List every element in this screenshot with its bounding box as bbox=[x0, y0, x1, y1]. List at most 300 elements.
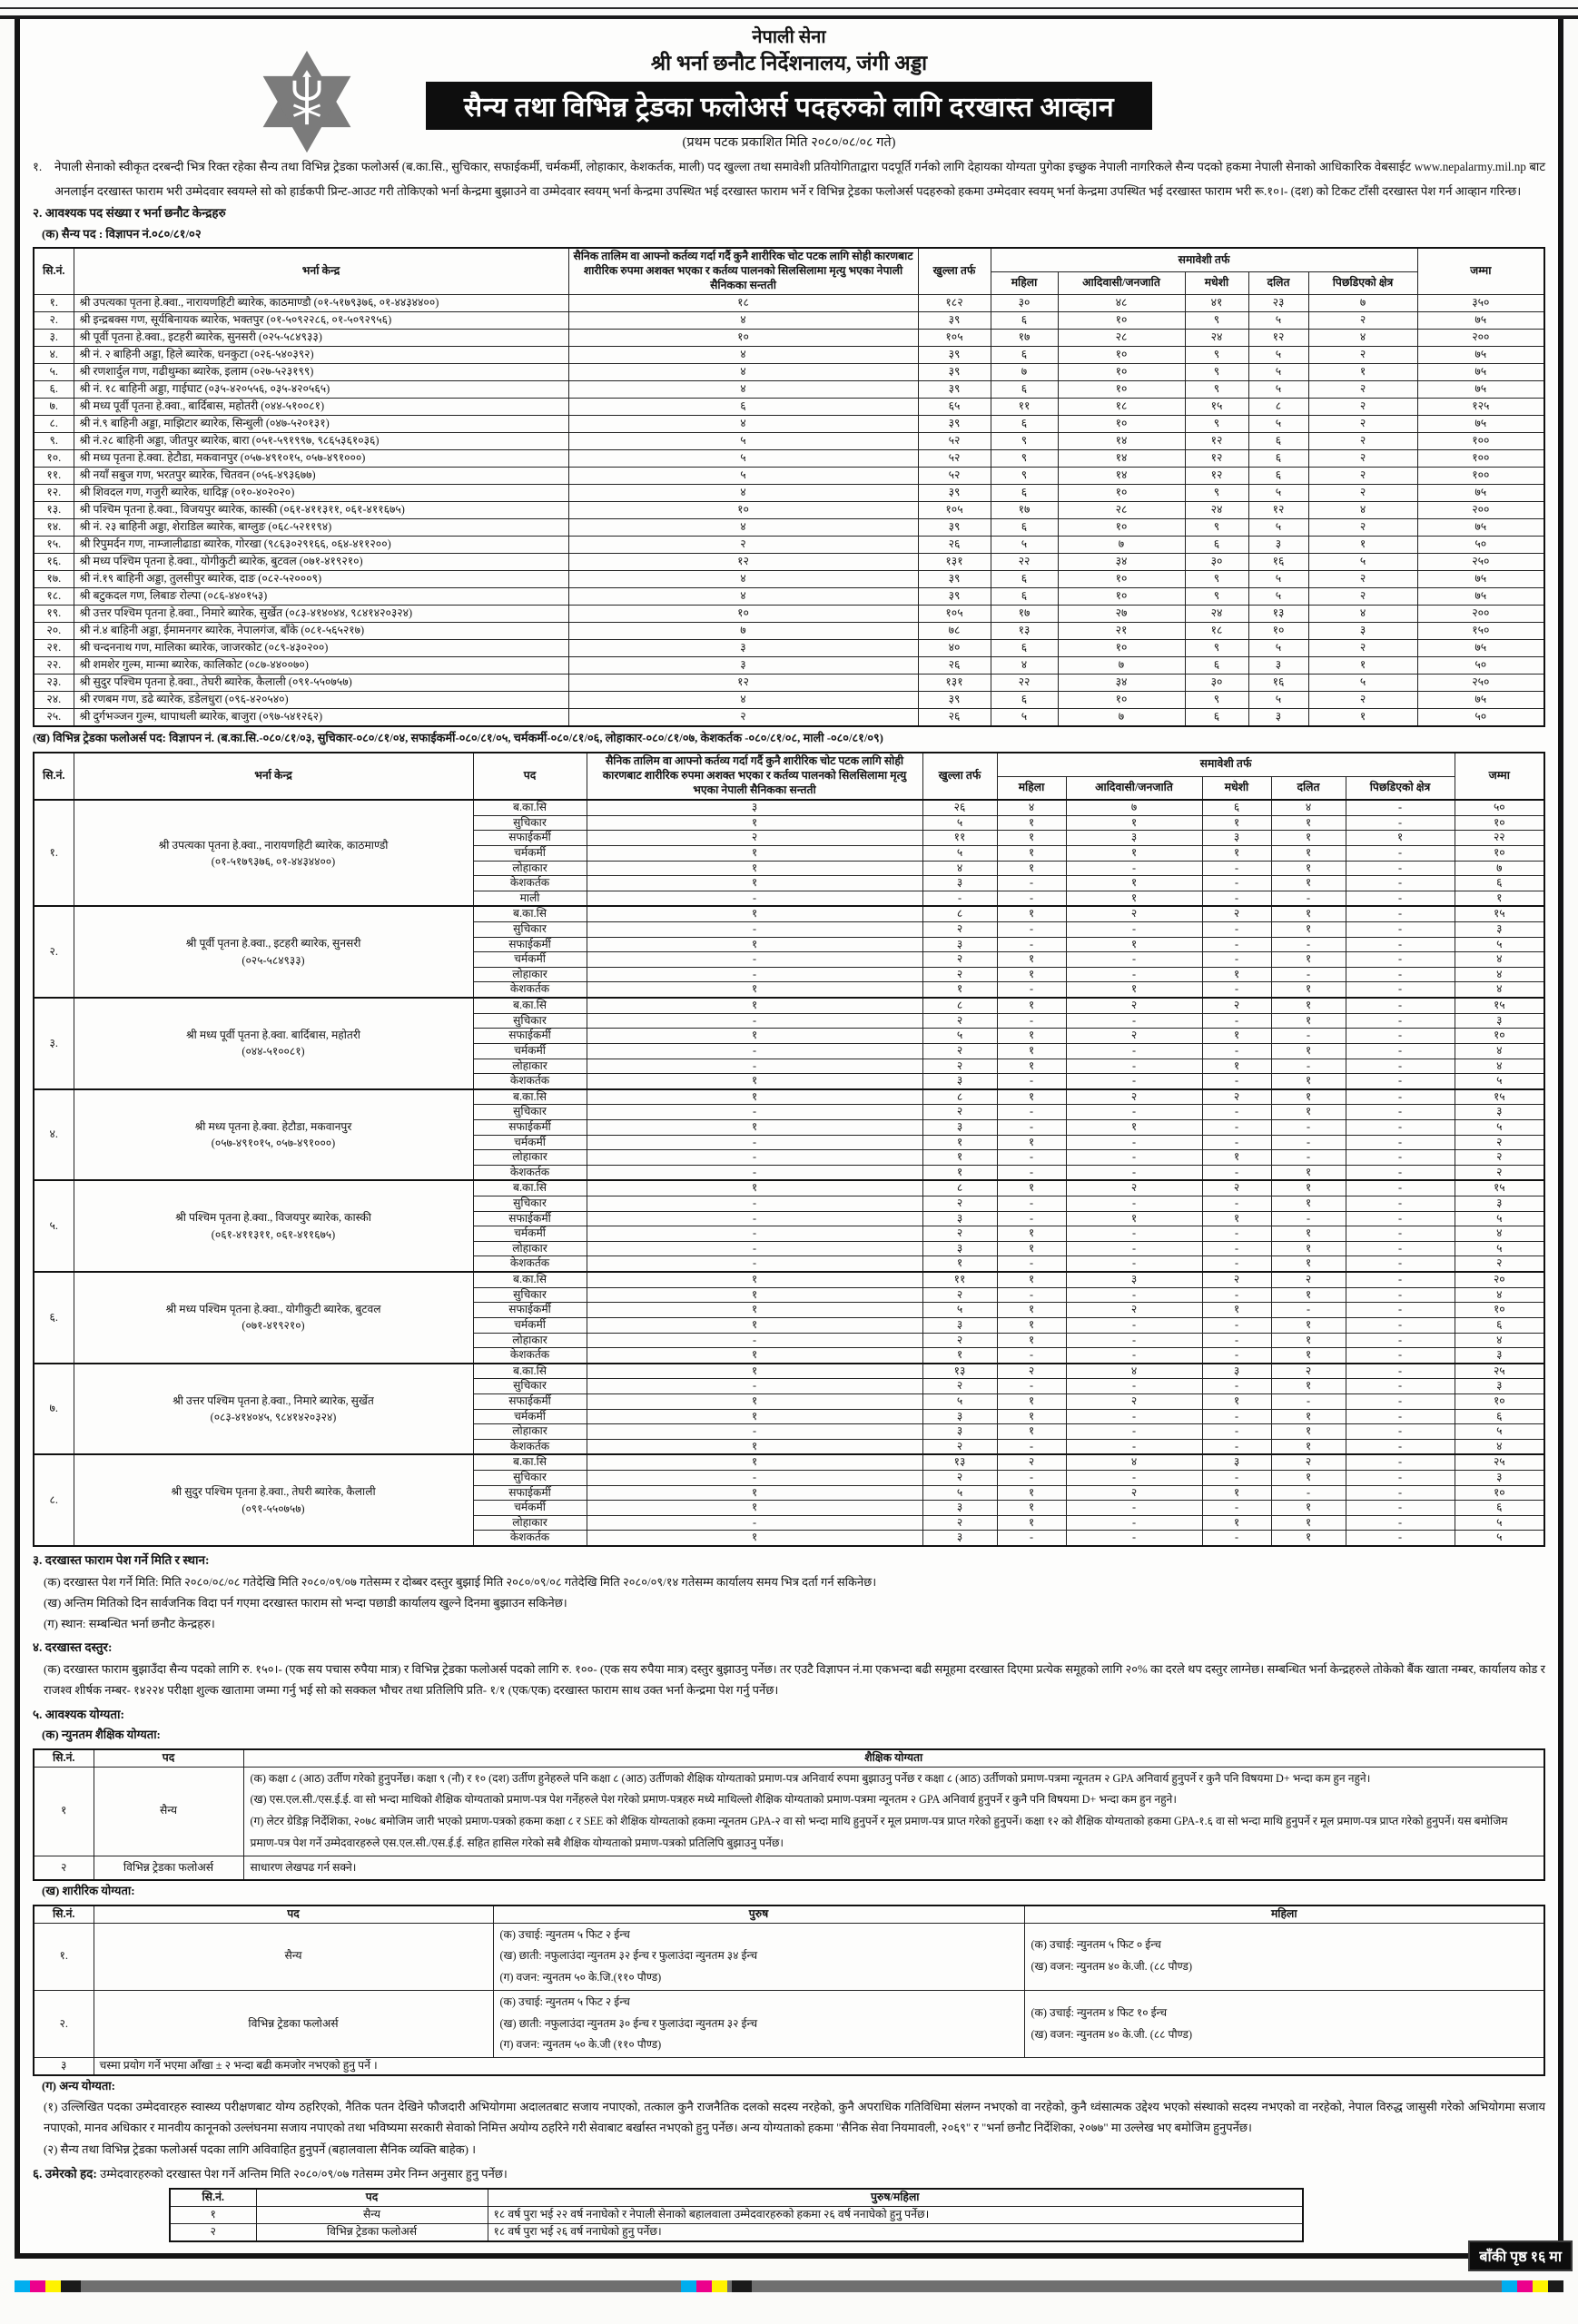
army-table-body bbox=[34, 295, 1544, 726]
quota-value-7: ७५ bbox=[1417, 639, 1544, 656]
row-serial: २१. bbox=[34, 639, 74, 656]
quota-value-0: ४ bbox=[568, 588, 918, 606]
post-name: लोहाकार bbox=[473, 1333, 587, 1348]
cmyk-cyan-swatch bbox=[681, 2280, 696, 2292]
followers-table-body bbox=[34, 800, 1544, 1546]
quota-value-3: १० bbox=[1058, 691, 1185, 708]
recruitment-centre bbox=[74, 1089, 473, 1181]
quota-value-7: १०० bbox=[1417, 450, 1544, 468]
section4 bbox=[33, 1638, 1545, 1700]
col-centre-header: भर्ना केन्द्र bbox=[74, 753, 473, 800]
quota-value-1: ३९ bbox=[918, 364, 991, 381]
quota-value-0: १ bbox=[587, 1180, 922, 1196]
recruitment-centre: श्री नं. १८ बाहिनी अड्डा, गाईघाट (०३५-४२०५५६, ०३५-४२०५६५) bbox=[74, 381, 568, 399]
quota-value-1: २ bbox=[922, 1196, 997, 1212]
recruitment-centre: श्री उपत्यका पृतना हे.क्वा., नारायणहिटी ब्यारेक, काठमाण्डौ (०१-५१७९३७६, ०१-४४३४४००) bbox=[74, 295, 568, 312]
table-row bbox=[34, 485, 1544, 502]
quota-value-4: ९ bbox=[1185, 588, 1248, 606]
quota-value-1: ५ bbox=[922, 1029, 997, 1044]
group-serial: ३. bbox=[34, 998, 74, 1089]
quota-value-5: १ bbox=[1271, 1424, 1346, 1440]
centre-phone: (०४४-५१००८१) bbox=[242, 1045, 305, 1059]
post-name: ब.का.सि bbox=[473, 800, 587, 815]
quota-value-5: १ bbox=[1271, 1501, 1346, 1516]
age-col-post-header: पद bbox=[256, 2189, 488, 2206]
quota-value-4: ९ bbox=[1185, 364, 1248, 381]
post-name: लोहाकार bbox=[473, 1241, 587, 1256]
quota-value-4: - bbox=[1202, 1256, 1271, 1272]
quota-value-2: १ bbox=[997, 1515, 1066, 1531]
quota-value-7: ५ bbox=[1455, 1531, 1544, 1546]
quota-value-0: ५ bbox=[568, 468, 918, 485]
table-row bbox=[34, 606, 1544, 623]
quota-value-7: १५ bbox=[1455, 1089, 1544, 1105]
quota-value-5: ६ bbox=[1248, 433, 1308, 450]
quota-value-1: २ bbox=[922, 1287, 997, 1303]
quota-value-3: - bbox=[1066, 1287, 1202, 1303]
quota-value-5: १ bbox=[1271, 1043, 1346, 1059]
quota-value-4: - bbox=[1202, 1317, 1271, 1333]
table-row bbox=[34, 1990, 1544, 2057]
quota-value-5: १ bbox=[1271, 815, 1346, 831]
quota-value-6: - bbox=[1346, 800, 1455, 815]
quota-value-1: १ bbox=[922, 1135, 997, 1150]
quota-value-2: ६ bbox=[991, 416, 1058, 433]
quota-value-4: १ bbox=[1202, 1150, 1271, 1166]
quota-value-4: - bbox=[1202, 1196, 1271, 1212]
quota-value-3: १४ bbox=[1058, 450, 1185, 468]
quota-value-3: १० bbox=[1058, 416, 1185, 433]
post-name: सुचिकार bbox=[473, 1287, 587, 1303]
post-name: लोहाकार bbox=[473, 1424, 587, 1440]
quota-value-1: ५ bbox=[922, 846, 997, 862]
quota-value-3: - bbox=[1066, 1196, 1202, 1212]
quota-value-6: - bbox=[1346, 1059, 1455, 1074]
quota-value-4: १ bbox=[1202, 815, 1271, 831]
quota-value-0: ४ bbox=[568, 381, 918, 399]
row-serial: १ bbox=[34, 1767, 94, 1856]
quota-value-6: २ bbox=[1308, 312, 1417, 330]
row-serial: १७. bbox=[34, 571, 74, 588]
cmyk-cyan-swatch bbox=[15, 2280, 30, 2292]
col-martyr-children-header: सैनिक तालिम वा आफ्नो कर्तव्य गर्दा गर्दै कुनै शारीरिक चोट पटक लागि सोही कारणबाट शारीरिक रुपमा अशक्त भएका र कर्तव्य पालनको सिलसिलामा मृत्यु भएका नेपाली सैनिकका सन्तती bbox=[568, 248, 918, 294]
quota-value-6: - bbox=[1346, 1119, 1455, 1135]
quota-value-4: - bbox=[1202, 1043, 1271, 1059]
quota-value-4: १ bbox=[1202, 846, 1271, 862]
table-row bbox=[34, 347, 1544, 364]
other-qualification-item-1: (२) सैन्य तथा विभिन्न ट्रेडका फलोअर्स पदका लागि अविवाहित हुनुपर्ने (बहालवाला सैनिक व्यक्ति बाहेक) । bbox=[44, 2142, 477, 2156]
quota-value-3: २ bbox=[1066, 998, 1202, 1013]
post-name: सैन्य bbox=[94, 1923, 493, 1990]
quota-value-5: १ bbox=[1271, 1180, 1346, 1196]
quota-value-1: ३९ bbox=[918, 312, 991, 330]
quota-value-1: २ bbox=[922, 1439, 997, 1454]
quota-value-3: २७ bbox=[1058, 606, 1185, 623]
edu-col-sn-header: सि.नं. bbox=[34, 1749, 94, 1767]
quota-value-2: - bbox=[997, 922, 1066, 938]
quota-value-7: ५ bbox=[1455, 937, 1544, 952]
quota-value-4: - bbox=[1202, 1424, 1271, 1440]
quota-value-4: ९ bbox=[1185, 691, 1248, 708]
quota-value-1: ३९ bbox=[918, 381, 991, 399]
quota-value-7: २५० bbox=[1417, 554, 1544, 571]
quota-value-1: ५२ bbox=[918, 450, 991, 468]
cmyk-black-swatch bbox=[61, 2280, 81, 2292]
centre-name: श्री पूर्वी पृतना हे.क्वा., इटहरी ब्यारेक, सुनसरी bbox=[185, 937, 361, 950]
post-name: सफाईकर्मी bbox=[473, 1303, 587, 1318]
quota-value-6: - bbox=[1346, 1272, 1455, 1287]
section2-sub-b: (ख) विभिन्न ट्रेडका फलोअर्स पद: विज्ञापन नं. (ब.का.सि.-०८०/८१/०३, सुचिकार-०८०/८१/०४, सफाईकर्मी-०८०/८१/०५, चर्मकर्मी-०८०/८१/०६, लोहाकार-०८०/८१/०७, केशकर्तक -०८०/८१/०८, माली -०८०/८१/०९) bbox=[33, 731, 883, 744]
col-centre-header: भर्ना केन्द्र bbox=[74, 248, 568, 294]
row-serial: १३. bbox=[34, 502, 74, 519]
quota-value-6: - bbox=[1346, 1364, 1455, 1379]
quota-value-4: - bbox=[1202, 1074, 1271, 1089]
quota-value-6: - bbox=[1346, 1501, 1455, 1516]
quota-value-6: - bbox=[1346, 1317, 1455, 1333]
quota-value-3: ३४ bbox=[1058, 674, 1185, 691]
quota-value-0: १ bbox=[587, 861, 922, 876]
quota-value-0: - bbox=[587, 1211, 922, 1226]
col-inclusive-2-header: मधेशी bbox=[1185, 271, 1248, 294]
post-name: चर्मकर्मी bbox=[473, 1043, 587, 1059]
quota-value-1: ७८ bbox=[918, 623, 991, 640]
post-name: सफाईकर्मी bbox=[473, 1485, 587, 1501]
recruitment-centre: श्री इन्द्रबक्स गण, सूर्यबिनायक ब्यारेक, भक्तपुर (०१-५०९२२८६, ०१-५०९२९५६) bbox=[74, 312, 568, 330]
phys-col-female-header: महिला bbox=[1024, 1905, 1544, 1923]
post-name: सफाईकर्मी bbox=[473, 1029, 587, 1044]
table-row bbox=[34, 623, 1544, 640]
quota-value-7: ७५ bbox=[1417, 588, 1544, 606]
quota-value-7: ५ bbox=[1455, 1211, 1544, 1226]
document-header bbox=[33, 26, 1545, 151]
quota-value-0: १० bbox=[568, 330, 918, 347]
quota-value-6: २ bbox=[1308, 519, 1417, 537]
quota-value-2: १ bbox=[997, 1409, 1066, 1424]
post-name: ब.का.सि bbox=[473, 1364, 587, 1379]
age-limit-text: १८ वर्ष पुरा भई २६ वर्ष ननाघेको हुनु पर्नेछ। bbox=[488, 2223, 1303, 2240]
quota-value-3: - bbox=[1066, 1501, 1202, 1516]
quota-value-5: १० bbox=[1248, 623, 1308, 640]
quota-value-1: २ bbox=[922, 1043, 997, 1059]
quota-value-6: - bbox=[1346, 1515, 1455, 1531]
post-name: विभिन्न ट्रेडका फलोअर्स bbox=[256, 2223, 488, 2240]
quota-value-5: १ bbox=[1271, 1439, 1346, 1454]
quota-value-5: - bbox=[1271, 1485, 1346, 1501]
post-name: सफाईकर्मी bbox=[473, 937, 587, 952]
quota-value-4: १ bbox=[1202, 1393, 1271, 1409]
quota-value-4: ९ bbox=[1185, 519, 1248, 537]
quota-value-5: १ bbox=[1271, 1348, 1346, 1364]
quota-value-4: २४ bbox=[1185, 502, 1248, 519]
quota-value-3: १ bbox=[1066, 846, 1202, 862]
quota-value-4: - bbox=[1202, 1165, 1271, 1180]
recruitment-centre: श्री नं.१९ बाहिनी अड्डा, तुलसीपुर ब्यारेक, दाङ (०८२-५२०००९) bbox=[74, 571, 568, 588]
intro-number: १. bbox=[33, 160, 43, 174]
table-row bbox=[34, 1923, 1544, 1990]
quota-value-3: - bbox=[1066, 1379, 1202, 1394]
quota-value-2: ११ bbox=[991, 399, 1058, 416]
quota-value-5: १ bbox=[1271, 922, 1346, 938]
quota-value-1: ८ bbox=[922, 1180, 997, 1196]
quota-value-4: - bbox=[1202, 1348, 1271, 1364]
quota-value-2: ६ bbox=[991, 485, 1058, 502]
col-inclusive-header: समावेशी तर्फ bbox=[991, 248, 1417, 271]
quota-value-3: - bbox=[1066, 1013, 1202, 1029]
quota-value-7: १० bbox=[1455, 1393, 1544, 1409]
centre-phone: (०१-५१७९३७६, ०१-४४३४४००) bbox=[211, 854, 336, 868]
quota-value-0: १ bbox=[587, 982, 922, 998]
col-post-header: पद bbox=[473, 753, 587, 800]
quota-value-1: १३ bbox=[922, 1454, 997, 1470]
quota-value-2: १७ bbox=[991, 330, 1058, 347]
quota-value-6: १ bbox=[1308, 708, 1417, 725]
quota-value-1: १३१ bbox=[918, 554, 991, 571]
quota-value-2: २२ bbox=[991, 554, 1058, 571]
quota-value-6: २ bbox=[1308, 433, 1417, 450]
recruitment-centre: श्री मध्य पूर्वी पृतना हे.क्वा., बार्दिबास, महोतरी (०४४-५१००८१) bbox=[74, 399, 568, 416]
quota-value-5: ८ bbox=[1248, 399, 1308, 416]
quota-value-5: - bbox=[1271, 1029, 1346, 1044]
quota-value-3: ३ bbox=[1066, 1272, 1202, 1287]
quota-value-2: - bbox=[997, 1165, 1066, 1180]
quota-value-6: - bbox=[1346, 937, 1455, 952]
quota-value-4: २ bbox=[1202, 906, 1271, 921]
quota-value-7: ५ bbox=[1455, 1424, 1544, 1440]
quota-value-4: - bbox=[1202, 1470, 1271, 1485]
quota-value-6: - bbox=[1346, 1074, 1455, 1089]
quota-value-0: ४ bbox=[568, 571, 918, 588]
quota-value-6: ५ bbox=[1308, 554, 1417, 571]
intro-paragraph bbox=[33, 154, 1545, 203]
quota-value-3: १० bbox=[1058, 639, 1185, 656]
quota-value-4: ९ bbox=[1185, 416, 1248, 433]
quota-value-7: १०० bbox=[1417, 468, 1544, 485]
post-name: ब.का.सि bbox=[473, 998, 587, 1013]
row-serial: २२. bbox=[34, 656, 74, 674]
table-row bbox=[34, 433, 1544, 450]
quota-value-2: ५ bbox=[991, 537, 1058, 554]
quota-value-7: १० bbox=[1455, 815, 1544, 831]
quota-value-1: ८ bbox=[922, 1089, 997, 1105]
quota-value-1: ११ bbox=[922, 1272, 997, 1287]
quota-value-7: ७५ bbox=[1417, 381, 1544, 399]
quota-value-0: १ bbox=[587, 998, 922, 1013]
quota-value-1: ८ bbox=[922, 906, 997, 921]
quota-value-2: ६ bbox=[991, 519, 1058, 537]
quota-value-3: - bbox=[1066, 952, 1202, 968]
table-row bbox=[34, 674, 1544, 691]
quota-value-0: १ bbox=[587, 1089, 922, 1105]
row-serial: ९. bbox=[34, 433, 74, 450]
post-name: चर्मकर्मी bbox=[473, 1226, 587, 1242]
quota-value-2: ६ bbox=[991, 571, 1058, 588]
quota-value-2: - bbox=[997, 1074, 1066, 1089]
quota-value-0: - bbox=[587, 1059, 922, 1074]
quota-value-6: २ bbox=[1308, 399, 1417, 416]
post-name: चर्मकर्मी bbox=[473, 1409, 587, 1424]
quota-value-1: ३ bbox=[922, 1531, 997, 1546]
centre-name: श्री उत्तर पश्चिम पृतना हे.क्वा., निमारे ब्यारेक, सुर्खेत bbox=[173, 1393, 374, 1407]
published-date: (प्रथम पटक प्रकाशित मिति २०८०/०८/०८ गते) bbox=[682, 135, 896, 151]
recruitment-centre: श्री शमशेर गुल्म, मान्मा ब्यारेक, कालिकोट (०८७-४४००७०) bbox=[74, 656, 568, 674]
quota-value-2: १ bbox=[997, 1485, 1066, 1501]
quota-value-2: १ bbox=[997, 906, 1066, 921]
quota-value-2: १७ bbox=[991, 606, 1058, 623]
phys-col-post-header: पद bbox=[94, 1905, 493, 1923]
table-row bbox=[34, 554, 1544, 571]
centre-phone: (०७१-४१९२१०) bbox=[242, 1319, 305, 1333]
quota-value-2: १ bbox=[997, 1393, 1066, 1409]
quota-value-1: २६ bbox=[918, 708, 991, 725]
quota-value-6: - bbox=[1346, 1226, 1455, 1242]
post-name: सफाईकर्मी bbox=[473, 1119, 587, 1135]
row-serial: २४. bbox=[34, 691, 74, 708]
quota-value-4: २ bbox=[1202, 998, 1271, 1013]
row-serial: ३. bbox=[34, 330, 74, 347]
quota-value-6: - bbox=[1346, 1379, 1455, 1394]
quota-value-3: १ bbox=[1066, 1211, 1202, 1226]
quota-value-6: - bbox=[1346, 998, 1455, 1013]
quota-value-2: १ bbox=[997, 952, 1066, 968]
post-name: ब.का.सि bbox=[473, 906, 587, 921]
quota-value-7: ६ bbox=[1455, 1409, 1544, 1424]
quota-value-5: १ bbox=[1271, 846, 1346, 862]
quota-value-5: १३ bbox=[1248, 606, 1308, 623]
quota-value-2: २ bbox=[997, 1454, 1066, 1470]
quota-value-7: २२ bbox=[1455, 831, 1544, 846]
quota-value-6: ४ bbox=[1308, 606, 1417, 623]
post-name: चर्मकर्मी bbox=[473, 1317, 587, 1333]
table-row bbox=[34, 381, 1544, 399]
quota-value-6: २ bbox=[1308, 381, 1417, 399]
recruitment-centre: श्री नं. २ बाहिनी अड्डा, हिले ब्यारेक, धनकुटा (०२६-५४०३९२) bbox=[74, 347, 568, 364]
group-serial: ७. bbox=[34, 1364, 74, 1455]
quota-value-6: १ bbox=[1346, 831, 1455, 846]
quota-value-7: २ bbox=[1455, 1150, 1544, 1166]
row-serial: २ bbox=[170, 2223, 256, 2240]
quota-value-6: - bbox=[1346, 861, 1455, 876]
quota-value-0: - bbox=[587, 1424, 922, 1440]
table-row bbox=[34, 906, 1544, 921]
post-name: लोहाकार bbox=[473, 861, 587, 876]
quota-value-2: १ bbox=[997, 1029, 1066, 1044]
post-name: सुचिकार bbox=[473, 1379, 587, 1394]
quota-value-0: १ bbox=[587, 1409, 922, 1424]
col-open-header: खुल्ला तर्फ bbox=[922, 753, 997, 800]
quota-value-1: ५२ bbox=[918, 433, 991, 450]
quota-value-6: - bbox=[1346, 1470, 1455, 1485]
post-name: विभिन्न ट्रेडका फलोअर्स bbox=[94, 1990, 493, 2057]
recruitment-centre: श्री रणबम गण, डढे ब्यारेक, डडेलधुरा (०९६-४२०५४०) bbox=[74, 691, 568, 708]
quota-value-2: १ bbox=[997, 1333, 1066, 1348]
quota-value-5: - bbox=[1271, 1303, 1346, 1318]
post-name: सुचिकार bbox=[473, 1196, 587, 1212]
quota-value-0: - bbox=[587, 891, 922, 906]
quota-value-5: १ bbox=[1271, 1379, 1346, 1394]
quota-value-1: २६ bbox=[918, 537, 991, 554]
post-name: चर्मकर्मी bbox=[473, 952, 587, 968]
col-inclusive-header: समावेशी तर्फ bbox=[997, 753, 1455, 776]
row-serial: २. bbox=[34, 1990, 94, 2057]
table-row bbox=[34, 537, 1544, 554]
quota-value-4: - bbox=[1202, 1439, 1271, 1454]
quota-value-4: - bbox=[1202, 1333, 1271, 1348]
quota-value-4: - bbox=[1202, 891, 1271, 906]
quota-value-0: - bbox=[587, 1043, 922, 1059]
quota-value-2: - bbox=[997, 937, 1066, 952]
table-row bbox=[34, 1454, 1544, 1470]
physical-table bbox=[33, 1905, 1545, 2077]
quota-value-7: २५ bbox=[1455, 1364, 1544, 1379]
recruitment-centre: श्री पूर्वी पृतना हे.क्वा., इटहरी ब्यारेक, सुनसरी (०२५-५८४९३३) bbox=[74, 330, 568, 347]
quota-value-0: १ bbox=[587, 1119, 922, 1135]
quota-value-4: १ bbox=[1202, 967, 1271, 982]
quota-value-1: ५ bbox=[922, 1485, 997, 1501]
recruitment-centre: श्री उत्तर पश्चिम पृतना हे.क्वा., निमारे ब्यारेक, सुर्खेत (०८३-४१४०४४, ९८४१४२०३२४) bbox=[74, 606, 568, 623]
quota-value-1: ३९ bbox=[918, 588, 991, 606]
quota-value-0: - bbox=[587, 952, 922, 968]
group-serial: २. bbox=[34, 906, 74, 998]
quota-value-6: २ bbox=[1308, 450, 1417, 468]
quota-value-7: १५ bbox=[1455, 906, 1544, 921]
quota-value-3: - bbox=[1066, 1348, 1202, 1364]
quota-value-6: - bbox=[1346, 982, 1455, 998]
quota-value-7: २५ bbox=[1455, 1454, 1544, 1470]
group-serial: १. bbox=[34, 800, 74, 906]
quota-value-3: १ bbox=[1066, 1119, 1202, 1135]
recruitment-centre bbox=[74, 800, 473, 906]
section5-heading: ५. आवश्यक योग्यता: bbox=[33, 1707, 125, 1721]
quota-value-1: ६५ bbox=[918, 399, 991, 416]
quota-value-6: - bbox=[1346, 1150, 1455, 1166]
quota-value-6: - bbox=[1346, 1105, 1455, 1120]
quota-value-4: ६ bbox=[1185, 708, 1248, 725]
quota-value-0: ३ bbox=[568, 639, 918, 656]
quota-value-4: ३० bbox=[1185, 554, 1248, 571]
row-serial: १. bbox=[34, 1923, 94, 1990]
section3-heading: ३. दरखास्त फाराम पेश गर्ने मिति र स्थान: bbox=[33, 1553, 210, 1568]
quota-value-4: १ bbox=[1202, 1485, 1271, 1501]
quota-value-3: - bbox=[1066, 1470, 1202, 1485]
quota-value-5: - bbox=[1271, 937, 1346, 952]
quota-value-5: ३ bbox=[1248, 537, 1308, 554]
continuation-badge: बाँकी पृष्ठ १६ मा bbox=[1468, 2240, 1573, 2271]
quota-value-0: ४ bbox=[568, 485, 918, 502]
org-title: नेपाली सेना bbox=[752, 27, 826, 47]
quota-value-2: - bbox=[997, 1150, 1066, 1166]
quota-value-2: - bbox=[997, 982, 1066, 998]
table-row bbox=[34, 1856, 1544, 1880]
male-item-0: (क) उचाई: न्युनतम ५ फिट २ ईन्च bbox=[499, 1994, 630, 2008]
quota-value-3: ७ bbox=[1066, 800, 1202, 815]
quota-value-0: ५ bbox=[568, 450, 918, 468]
quota-value-1: ३९ bbox=[918, 347, 991, 364]
table-row bbox=[170, 2206, 1303, 2223]
quota-value-1: ३ bbox=[922, 1409, 997, 1424]
intro-text: नेपाली सेनाको स्वीकृत दरबन्दी भित्र रिक्त रहेका सैन्य तथा विभिन्न ट्रेडका फलोअर्स (ब.का.सि., सुचिकार, सफाईकर्मी, चर्मकर्मी, लोहाकार, केशकर्तक, माली) पद खुल्ला तथा समावेशी प्रतियोगिताद्वारा पदपूर्ति गर्नको लागि देहायका योग्यता पुगेका इच्छुक नेपाली नागरिकले सैन्य पदको हकमा नेपाली सेनाको आधिकारिक वेबसाईट www.nepalarmy.mil.np बाट अनलाईन दरखास्त फाराम भरी उम्मेदवार स्वयम्ले सो को हार्डकपी प्रिन्ट-आउट गरी तोकिएको भर्ना केन्द्रमा बुझाउने वा उम्मेदवार स्वयम् भर्ना केन्द्रमा उपस्थित भई दरखास्त फाराम भर्ने र विभिन्न ट्रेडका फलोअर्स पदहरुको हकमा उम्मेदवार स्वयम् भर्ना केन्द्रमा उपस्थित भई दरखास्त फाराम भरी रू.१०।- (दश) को टिकट टाँसी दरखास्त पेश गर्न आव्हान गरिन्छ। bbox=[54, 160, 1545, 199]
quota-value-7: ४ bbox=[1455, 1333, 1544, 1348]
table-row bbox=[34, 399, 1544, 416]
recruitment-centre: श्री पश्चिम पृतना हे.क्वा., विजयपुर ब्यारेक, कास्की (०६१-४११३११, ०६१-४११६७५) bbox=[74, 502, 568, 519]
quota-value-6: - bbox=[1346, 846, 1455, 862]
quota-value-1: २ bbox=[922, 1059, 997, 1074]
quota-value-0: २ bbox=[568, 708, 918, 725]
quota-value-6: - bbox=[1346, 1089, 1455, 1105]
age-limit-table bbox=[169, 2188, 1304, 2242]
quota-value-0: १ bbox=[587, 1454, 922, 1470]
quota-value-3: २ bbox=[1066, 1393, 1202, 1409]
quota-value-3: २ bbox=[1066, 906, 1202, 921]
